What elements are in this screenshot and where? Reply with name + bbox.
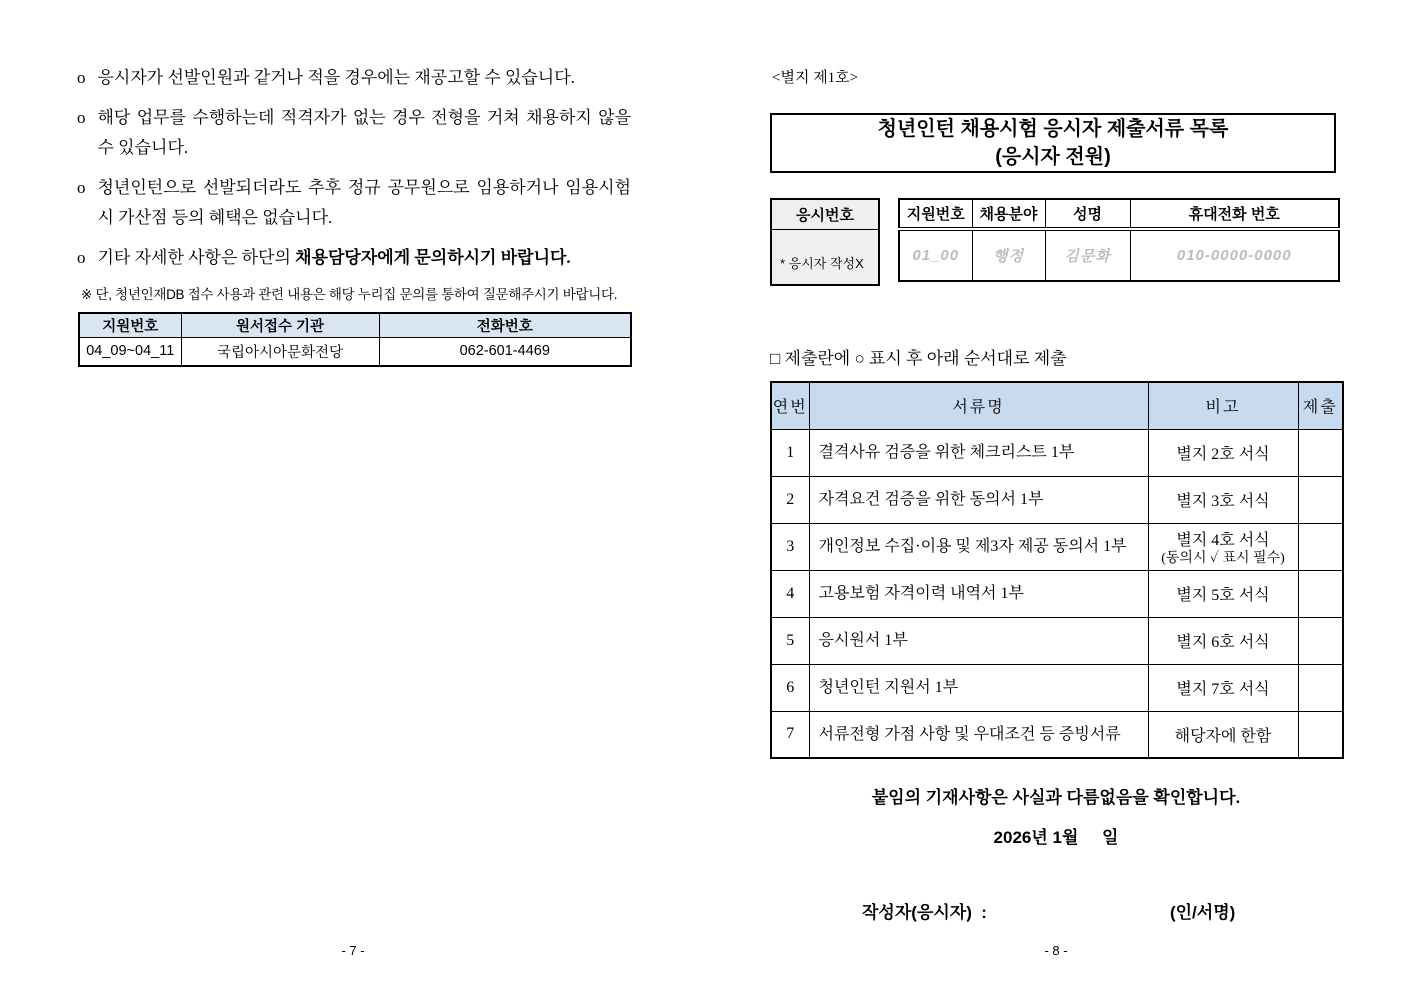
- table-row: [771, 523, 1343, 570]
- annex-label: <별지 제1호>: [772, 70, 859, 86]
- bullet-marker: o: [77, 178, 86, 197]
- applicant-field-value: 행정: [972, 229, 1045, 281]
- contact-table-header-row: [79, 313, 631, 337]
- docs-col-submit: 제출: [1298, 382, 1343, 429]
- applicant-info-table: [898, 198, 1340, 282]
- doc-submit-cell: [1298, 664, 1343, 711]
- date-line: 2026년 1월 일: [993, 828, 1119, 847]
- applicant-table-header-row: [899, 199, 1339, 229]
- doc-remark: 별지 3호 서식: [1148, 476, 1298, 523]
- doc-remark: [1148, 523, 1298, 570]
- contact-phone-value: 062-601-4469: [379, 337, 631, 366]
- applicant-col-name: 성명: [1045, 199, 1130, 229]
- contact-col-agency: 원서접수 기관: [181, 313, 379, 337]
- doc-number: 6: [771, 664, 809, 711]
- contact-table-row: [79, 337, 631, 366]
- right-page: [770, 60, 1342, 923]
- docs-col-remark: 비고: [1148, 382, 1298, 429]
- page-number-left: - 7 -: [341, 943, 365, 958]
- bullet-marker: o: [77, 108, 86, 127]
- applicant-name-value: 김문화: [1045, 229, 1130, 281]
- applicant-table-value-row: [899, 229, 1339, 281]
- documents-table-header-row: [771, 382, 1343, 429]
- doc-submit-cell: [1298, 617, 1343, 664]
- docs-col-number: 연번: [771, 382, 809, 429]
- doc-number: 3: [771, 523, 809, 570]
- bullet-text-bold: 채용담당자에게 문의하시기 바랍니다.: [295, 248, 571, 267]
- exam-number-note: * 응시자 작성X: [780, 256, 864, 271]
- doc-remark: 별지 2호 서식: [1148, 429, 1298, 476]
- bullet-text: [98, 63, 632, 93]
- doc-submit-cell: [1298, 711, 1343, 758]
- footnote: ※ 단, 청년인재DB 접수 사용과 관련 내용은 해당 누리집 문의를 통하여 질문해주시기 바랍니다.: [81, 287, 618, 302]
- applicant-col-mobile: 휴대전화 번호: [1130, 199, 1339, 229]
- confirmation-statement: 붙임의 기재사항은 사실과 다름없음을 확인합니다.: [871, 788, 1241, 807]
- doc-name: 고용보험 자격이력 내역서 1부: [809, 570, 1148, 617]
- doc-number: 1: [771, 429, 809, 476]
- doc-remark: 별지 7호 서식: [1148, 664, 1298, 711]
- bullet-marker: o: [77, 248, 86, 267]
- doc-name: 개인정보 수집·이용 및 제3자 제공 동의서 1부: [809, 523, 1148, 570]
- applicant-col-field: 채용분야: [972, 199, 1045, 229]
- doc-remark-sub: (동의시 ✓ 표시 필수): [1161, 550, 1285, 566]
- bullet-marker: o: [77, 68, 86, 87]
- exam-number-box: [770, 198, 880, 286]
- doc-remark: 별지 6호 서식: [1148, 617, 1298, 664]
- doc-submit-cell: [1298, 523, 1343, 570]
- contact-table: [78, 312, 632, 367]
- bullet-item: [75, 63, 631, 93]
- applicant-id-row: [770, 198, 1342, 286]
- doc-number: 2: [771, 476, 809, 523]
- bullet-text-normal: 해당 업무를 수행하는데 적격자가 없는 경우 전형을 거쳐 채용하지 않을 수 있습니다.: [97, 108, 631, 157]
- doc-number: 7: [771, 711, 809, 758]
- bullet-text: [98, 173, 632, 233]
- doc-name: 서류전형 가점 사항 및 우대조건 등 증빙서류: [809, 711, 1148, 758]
- table-row: [771, 617, 1343, 664]
- contact-agency-value: 국립아시아문화전당: [181, 337, 379, 366]
- doc-remark: 해당자에 한함: [1148, 711, 1298, 758]
- applicant-mobile-value: 010-0000-0000: [1130, 229, 1339, 281]
- doc-submit-cell: [1298, 476, 1343, 523]
- signer-label: 작성자(응시자) :: [862, 903, 987, 922]
- bullet-text-normal: 기타 자세한 사항은 하단의: [97, 248, 296, 267]
- applicant-appnumber-value: 01_00: [899, 229, 972, 281]
- bullet-text: [98, 243, 632, 273]
- bullet-item: [75, 103, 631, 163]
- doc-submit-cell: [1298, 570, 1343, 617]
- page-number-right: - 8 -: [1044, 943, 1068, 958]
- signer-row: [770, 898, 1342, 923]
- table-row: [771, 711, 1343, 758]
- doc-name: 응시원서 1부: [809, 617, 1148, 664]
- exam-number-header: 응시번호: [772, 200, 878, 230]
- applicant-col-appnumber: 지원번호: [899, 199, 972, 229]
- bullet-item: [75, 243, 631, 273]
- table-row: [771, 429, 1343, 476]
- doc-submit-cell: [1298, 429, 1343, 476]
- table-row: [771, 664, 1343, 711]
- document-title-box: [770, 113, 1336, 173]
- docs-col-name: 서류명: [809, 382, 1148, 429]
- contact-appnumber-value: 04_09~04_11: [79, 337, 181, 366]
- bullet-text-normal: 응시자가 선발인원과 같거나 적을 경우에는 재공고할 수 있습니다.: [97, 68, 575, 87]
- doc-remark: 별지 5호 서식: [1148, 570, 1298, 617]
- doc-name: 자격요건 검증을 위한 동의서 1부: [809, 476, 1148, 523]
- doc-name: 결격사유 검증을 위한 체크리스트 1부: [809, 429, 1148, 476]
- submission-instruction: □ 제출란에 ○ 표시 후 아래 순서대로 제출: [770, 349, 1067, 368]
- doc-number: 4: [771, 570, 809, 617]
- left-page: [75, 55, 631, 367]
- doc-name: 청년인턴 지원서 1부: [809, 664, 1148, 711]
- table-row: [771, 570, 1343, 617]
- contact-col-phone: 전화번호: [379, 313, 631, 337]
- table-row: [771, 476, 1343, 523]
- bullet-text: [98, 103, 632, 163]
- doc-number: 5: [771, 617, 809, 664]
- bullet-item: [75, 173, 631, 233]
- bullet-text-normal: 청년인턴으로 선발되더라도 추후 정규 공무원으로 임용하거나 임용시험 시 가산점 등의 혜택은 없습니다.: [97, 178, 631, 227]
- sign-suffix: (인/서명): [1169, 903, 1236, 922]
- documents-table: [770, 381, 1344, 759]
- doc-remark-main: 별지 4호 서식: [1176, 531, 1270, 549]
- document-title-line1: 청년인턴 채용시험 응시자 제출서류 목록: [877, 118, 1229, 140]
- contact-col-appnumber: 지원번호: [79, 313, 181, 337]
- document-title-line2: (응시자 전원): [995, 146, 1111, 168]
